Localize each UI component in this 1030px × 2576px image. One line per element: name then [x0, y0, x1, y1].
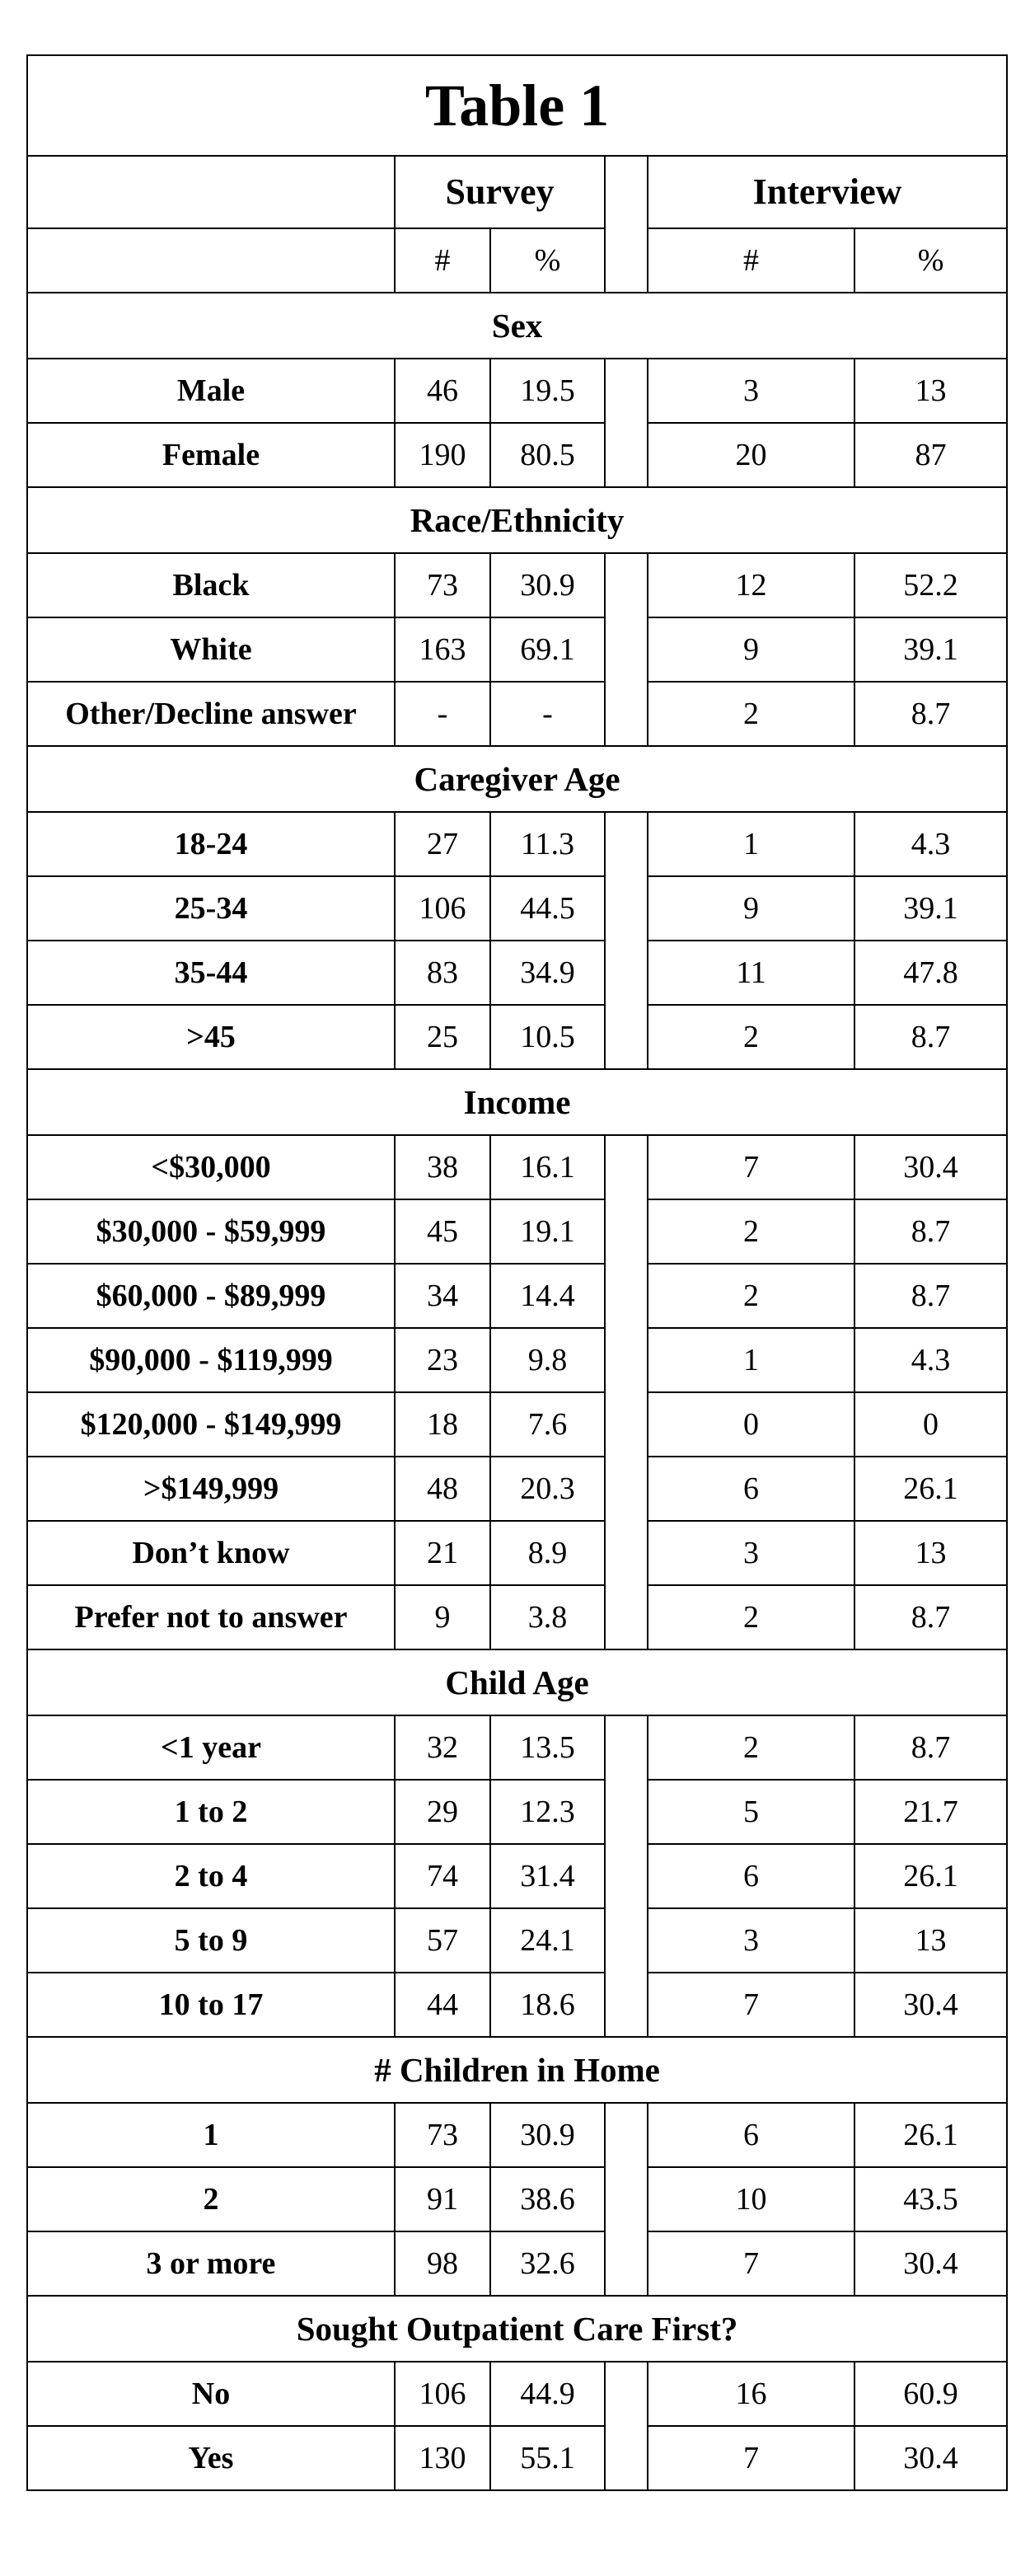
column-gap: [605, 359, 648, 487]
row-label: Female: [27, 423, 395, 487]
survey-count-header: #: [395, 228, 490, 293]
interview-percent-cell: 30.4: [854, 2231, 1007, 2296]
interview-percent-cell: 26.1: [854, 1457, 1007, 1521]
survey-percent-cell: 19.5: [490, 359, 605, 423]
interview-count-cell: 3: [648, 1908, 854, 1973]
row-label: 1 to 2: [27, 1780, 395, 1844]
survey-percent-cell: 11.3: [490, 812, 605, 876]
interview-percent-cell: 21.7: [854, 1780, 1007, 1844]
section-header: # Children in Home: [27, 2037, 1007, 2103]
interview-percent-cell: 8.7: [854, 682, 1007, 746]
table-row: [27, 2231, 1007, 2296]
row-label: $120,000 - $149,999: [27, 1392, 395, 1457]
interview-percent-cell: 47.8: [854, 941, 1007, 1005]
interview-count-cell: 7: [648, 2426, 854, 2490]
table-row: [27, 682, 1007, 746]
row-label: 18-24: [27, 812, 395, 876]
interview-percent-cell: 0: [854, 1392, 1007, 1457]
interview-percent-cell: 30.4: [854, 1973, 1007, 2037]
interview-percent-cell: 52.2: [854, 553, 1007, 617]
interview-percent-cell: 43.5: [854, 2167, 1007, 2231]
interview-count-cell: 1: [648, 1328, 854, 1392]
interview-count-cell: 10: [648, 2167, 854, 2231]
survey-count-cell: 34: [395, 1264, 490, 1328]
survey-percent-cell: 8.9: [490, 1521, 605, 1585]
section-header: Sought Outpatient Care First?: [27, 2296, 1007, 2362]
survey-percent-cell: 3.8: [490, 1585, 605, 1649]
table-row: [27, 1585, 1007, 1649]
section-row-sought-outpatient-care-first: [27, 2296, 1007, 2362]
survey-percent-cell: 31.4: [490, 1844, 605, 1908]
row-label: 5 to 9: [27, 1908, 395, 1973]
interview-count-cell: 6: [648, 1844, 854, 1908]
interview-count-cell: 2: [648, 1585, 854, 1649]
interview-percent-cell: 8.7: [854, 1005, 1007, 1069]
row-label: 2: [27, 2167, 395, 2231]
interview-percent-cell: 13: [854, 1908, 1007, 1973]
table-row: [27, 553, 1007, 617]
interview-count-cell: 20: [648, 423, 854, 487]
survey-header: Survey: [395, 156, 605, 228]
survey-count-cell: 106: [395, 2362, 490, 2426]
survey-percent-cell: 18.6: [490, 1973, 605, 2037]
survey-count-cell: 163: [395, 617, 490, 682]
interview-count-cell: 2: [648, 1264, 854, 1328]
interview-percent-cell: 30.4: [854, 2426, 1007, 2490]
interview-percent-cell: 8.7: [854, 1264, 1007, 1328]
interview-percent-cell: 8.7: [854, 1715, 1007, 1780]
survey-percent-cell: 20.3: [490, 1457, 605, 1521]
survey-percent-cell: 44.5: [490, 876, 605, 941]
survey-count-cell: 74: [395, 1844, 490, 1908]
survey-percent-cell: 69.1: [490, 617, 605, 682]
table-row: [27, 876, 1007, 941]
table-row: [27, 2103, 1007, 2167]
column-gap: [605, 156, 648, 293]
survey-percent-cell: 32.6: [490, 2231, 605, 2296]
table-row: [27, 359, 1007, 423]
survey-percent-cell: 7.6: [490, 1392, 605, 1457]
survey-count-cell: 106: [395, 876, 490, 941]
table-row: [27, 1264, 1007, 1328]
table-row: [27, 617, 1007, 682]
column-gap: [605, 2362, 648, 2490]
column-gap: [605, 1715, 648, 2037]
table-row: [27, 1328, 1007, 1392]
row-label: Black: [27, 553, 395, 617]
survey-percent-cell: 24.1: [490, 1908, 605, 1973]
interview-count-cell: 7: [648, 1135, 854, 1199]
row-label: Male: [27, 359, 395, 423]
survey-percent-cell: 9.8: [490, 1328, 605, 1392]
column-gap: [605, 2103, 648, 2296]
column-gap: [605, 1135, 648, 1649]
survey-percent-cell: 34.9: [490, 941, 605, 1005]
survey-count-cell: 21: [395, 1521, 490, 1585]
row-label: <1 year: [27, 1715, 395, 1780]
table-row: [27, 1908, 1007, 1973]
survey-percent-cell: 80.5: [490, 423, 605, 487]
survey-count-cell: 57: [395, 1908, 490, 1973]
interview-percent-cell: 60.9: [854, 2362, 1007, 2426]
survey-percent-header: %: [490, 228, 605, 293]
interview-count-cell: 2: [648, 1005, 854, 1069]
section-header: Income: [27, 1069, 1007, 1135]
interview-percent-cell: 4.3: [854, 1328, 1007, 1392]
interview-count-cell: 2: [648, 1715, 854, 1780]
interview-count-cell: 12: [648, 553, 854, 617]
interview-count-cell: 9: [648, 617, 854, 682]
row-label: 35-44: [27, 941, 395, 1005]
survey-count-cell: 91: [395, 2167, 490, 2231]
survey-count-cell: 98: [395, 2231, 490, 2296]
section-header: Caregiver Age: [27, 746, 1007, 812]
section-row-income: [27, 1069, 1007, 1135]
row-label: >45: [27, 1005, 395, 1069]
interview-percent-cell: 8.7: [854, 1585, 1007, 1649]
demographics-table: [26, 54, 1008, 2491]
survey-count-cell: -: [395, 682, 490, 746]
table-row: [27, 2167, 1007, 2231]
table-row: [27, 1199, 1007, 1264]
row-label: 10 to 17: [27, 1973, 395, 2037]
section-row-caregiver-age: [27, 746, 1007, 812]
section-header: Child Age: [27, 1649, 1007, 1715]
section-row-children-in-home: [27, 2037, 1007, 2103]
survey-count-cell: 73: [395, 2103, 490, 2167]
row-label: Prefer not to answer: [27, 1585, 395, 1649]
row-label: >$149,999: [27, 1457, 395, 1521]
survey-count-cell: 25: [395, 1005, 490, 1069]
survey-count-cell: 130: [395, 2426, 490, 2490]
table-row: [27, 2426, 1007, 2490]
interview-percent-cell: 39.1: [854, 876, 1007, 941]
interview-percent-cell: 8.7: [854, 1199, 1007, 1264]
interview-count-cell: 6: [648, 2103, 854, 2167]
row-label: Don’t know: [27, 1521, 395, 1585]
interview-percent-header: %: [854, 228, 1007, 293]
table-row: [27, 1780, 1007, 1844]
survey-percent-cell: 30.9: [490, 553, 605, 617]
survey-percent-cell: 38.6: [490, 2167, 605, 2231]
survey-percent-cell: 19.1: [490, 1199, 605, 1264]
survey-percent-cell: 30.9: [490, 2103, 605, 2167]
survey-count-cell: 27: [395, 812, 490, 876]
survey-count-cell: 29: [395, 1780, 490, 1844]
table-row: [27, 1973, 1007, 2037]
row-label: 2 to 4: [27, 1844, 395, 1908]
header-blank: [27, 156, 395, 228]
interview-count-cell: 2: [648, 682, 854, 746]
survey-count-cell: 38: [395, 1135, 490, 1199]
table-row: [27, 423, 1007, 487]
section-header: Race/Ethnicity: [27, 487, 1007, 553]
survey-count-cell: 73: [395, 553, 490, 617]
column-gap: [605, 812, 648, 1069]
survey-percent-cell: 14.4: [490, 1264, 605, 1328]
survey-percent-cell: 44.9: [490, 2362, 605, 2426]
interview-count-cell: 0: [648, 1392, 854, 1457]
survey-count-cell: 18: [395, 1392, 490, 1457]
table-row: [27, 1457, 1007, 1521]
row-label: $90,000 - $119,999: [27, 1328, 395, 1392]
survey-count-cell: 44: [395, 1973, 490, 2037]
survey-percent-cell: -: [490, 682, 605, 746]
survey-percent-cell: 12.3: [490, 1780, 605, 1844]
interview-count-cell: 1: [648, 812, 854, 876]
interview-count-cell: 9: [648, 876, 854, 941]
interview-header: Interview: [648, 156, 1007, 228]
interview-count-cell: 7: [648, 1973, 854, 2037]
row-label: $60,000 - $89,999: [27, 1264, 395, 1328]
interview-percent-cell: 13: [854, 359, 1007, 423]
interview-percent-cell: 13: [854, 1521, 1007, 1585]
row-label: $30,000 - $59,999: [27, 1199, 395, 1264]
interview-count-cell: 3: [648, 359, 854, 423]
section-row-race-ethnicity: [27, 487, 1007, 553]
survey-count-cell: 9: [395, 1585, 490, 1649]
interview-count-cell: 7: [648, 2231, 854, 2296]
section-row-child-age: [27, 1649, 1007, 1715]
survey-count-cell: 23: [395, 1328, 490, 1392]
survey-count-cell: 45: [395, 1199, 490, 1264]
interview-count-cell: 6: [648, 1457, 854, 1521]
interview-count-header: #: [648, 228, 854, 293]
survey-percent-cell: 55.1: [490, 2426, 605, 2490]
section-row-sex: [27, 293, 1007, 359]
interview-count-cell: 11: [648, 941, 854, 1005]
survey-percent-cell: 13.5: [490, 1715, 605, 1780]
interview-percent-cell: 26.1: [854, 1844, 1007, 1908]
section-header: Sex: [27, 293, 1007, 359]
table-row: [27, 1135, 1007, 1199]
interview-percent-cell: 4.3: [854, 812, 1007, 876]
table-row: [27, 941, 1007, 1005]
interview-percent-cell: 30.4: [854, 1135, 1007, 1199]
interview-percent-cell: 26.1: [854, 2103, 1007, 2167]
row-label: 1: [27, 2103, 395, 2167]
table-row: [27, 1005, 1007, 1069]
survey-percent-cell: 16.1: [490, 1135, 605, 1199]
interview-count-cell: 16: [648, 2362, 854, 2426]
table-row: [27, 1844, 1007, 1908]
row-label: Other/Decline answer: [27, 682, 395, 746]
row-label: 25-34: [27, 876, 395, 941]
survey-count-cell: 83: [395, 941, 490, 1005]
row-label: No: [27, 2362, 395, 2426]
survey-count-cell: 46: [395, 359, 490, 423]
survey-count-cell: 32: [395, 1715, 490, 1780]
table-title: Table 1: [27, 55, 1007, 156]
row-label: 3 or more: [27, 2231, 395, 2296]
column-gap: [605, 553, 648, 746]
row-label: <$30,000: [27, 1135, 395, 1199]
interview-count-cell: 5: [648, 1780, 854, 1844]
table-row: [27, 1521, 1007, 1585]
row-label: White: [27, 617, 395, 682]
survey-count-cell: 48: [395, 1457, 490, 1521]
interview-count-cell: 2: [648, 1199, 854, 1264]
interview-percent-cell: 39.1: [854, 617, 1007, 682]
interview-percent-cell: 87: [854, 423, 1007, 487]
table-row: [27, 812, 1007, 876]
subheader-blank: [27, 228, 395, 293]
survey-count-cell: 190: [395, 423, 490, 487]
survey-percent-cell: 10.5: [490, 1005, 605, 1069]
table-row: [27, 2362, 1007, 2426]
table-row: [27, 1392, 1007, 1457]
table-row: [27, 1715, 1007, 1780]
interview-count-cell: 3: [648, 1521, 854, 1585]
row-label: Yes: [27, 2426, 395, 2490]
